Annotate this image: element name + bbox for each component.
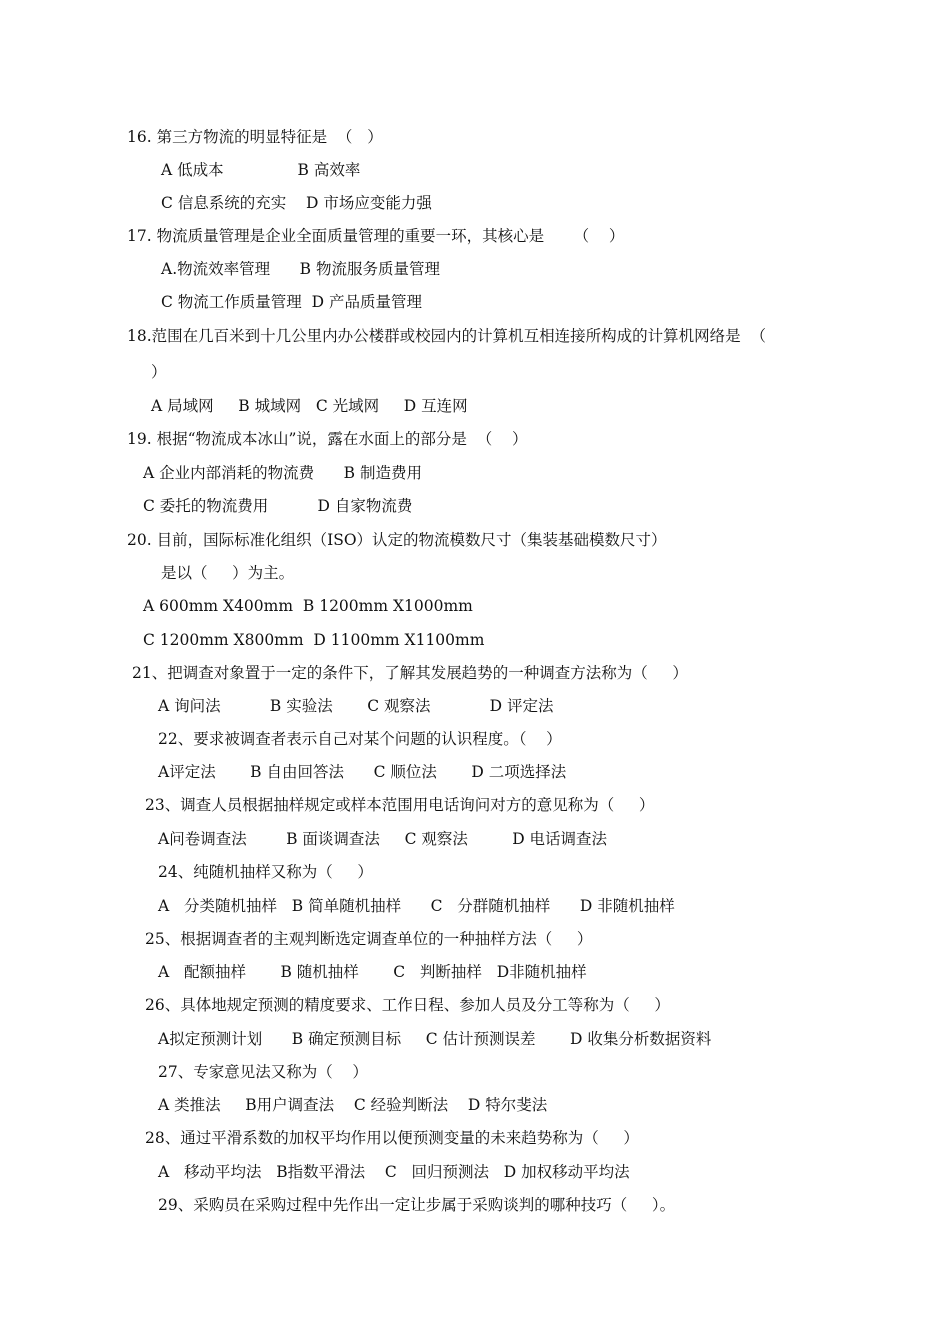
options-22: A评定法 B 自由回答法 C 顺位法 D 二项选择法 [158,763,567,781]
question-19: 19. 根据“物流成本冰山”说，露在水面上的部分是 （ ） [127,430,528,448]
options-16-cd: C 信息系统的充实 D 市场应变能力强 [161,194,432,212]
question-22: 22、要求被调查者表示自己对某个问题的认识程度。（ ） [158,730,562,748]
question-18-cont: ） [151,363,167,381]
question-18: 18.范围在几百米到十几公里内办公楼群或校园内的计算机互相连接所构成的计算机网络是 （ [127,327,767,345]
options-23: A问卷调查法 B 面谈调查法 C 观察法 D 电话调查法 [158,830,608,848]
options-28: A 移动平均法 B指数平滑法 C 回归预测法 D 加权移动平均法 [158,1163,630,1181]
options-20-ab: A 600mm X400mm B 1200mm X1000mm [143,597,473,615]
question-29: 29、采购员在采购过程中先作出一定让步属于采购谈判的哪种技巧（ ）。 [158,1196,676,1214]
options-19-ab: A 企业内部消耗的物流费 B 制造费用 [143,464,423,482]
question-20: 20. 目前，国际标准化组织（ISO）认定的物流模数尺寸（集装基础模数尺寸） [127,531,667,549]
options-17-ab: A.物流效率管理 B 物流服务质量管理 [161,260,441,278]
question-26: 26、具体地规定预测的精度要求、工作日程、参加人员及分工等称为（ ） [145,996,670,1014]
question-16: 16. 第三方物流的明显特征是 （ ） [127,128,383,146]
question-23: 23、调查人员根据抽样规定或样本范围用电话询问对方的意见称为（ ） [145,796,655,814]
options-18: A 局域网 B 城域网 C 光域网 D 互连网 [151,397,468,415]
options-17-cd: C 物流工作质量管理 D 产品质量管理 [161,293,422,311]
options-21: A 询问法 B 实验法 C 观察法 D 评定法 [158,697,554,715]
question-17: 17. 物流质量管理是企业全面质量管理的重要一环，其核心是 （ ） [127,227,625,245]
options-24: A 分类随机抽样 B 简单随机抽样 C 分群随机抽样 D 非随机抽样 [158,897,675,915]
options-20-cd: C 1200mm X800mm D 1100mm X1100mm [143,631,485,649]
question-21: 21、把调查对象置于一定的条件下，了解其发展趋势的一种调查方法称为（ ） [132,664,688,682]
options-19-cd: C 委托的物流费用 D 自家物流费 [143,497,413,515]
options-16-ab: A 低成本 B 高效率 [161,161,361,179]
question-24: 24、纯随机抽样又称为（ ） [158,863,373,881]
question-27: 27、专家意见法又称为（ ） [158,1063,368,1081]
question-20-cont: 是以（ ）为主。 [161,564,295,582]
options-26: A拟定预测计划 B 确定预测目标 C 估计预测误差 D 收集分析数据资料 [158,1030,712,1048]
options-25: A 配额抽样 B 随机抽样 C 判断抽样 D非随机抽样 [158,963,587,981]
question-28: 28、通过平滑系数的加权平均作用以便预测变量的未来趋势称为（ ） [145,1129,639,1147]
question-25: 25、根据调查者的主观判断选定调查单位的一种抽样方法（ ） [145,930,593,948]
options-27: A 类推法 B用户调查法 C 经验判断法 D 特尔斐法 [158,1096,548,1114]
